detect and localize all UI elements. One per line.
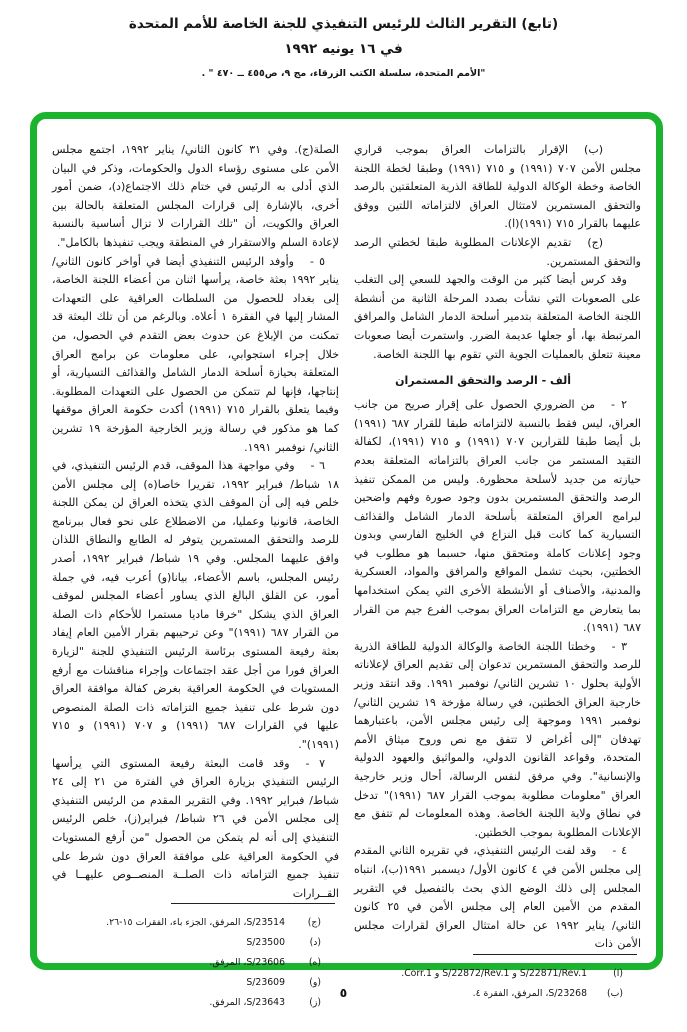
footnote-text: S/23268، المرفق، الفقرة ٤. bbox=[472, 987, 587, 999]
paragraph-text: وفي مواجهة هذا الموقف، قدم الرئيس التنفيذي، في ١٨ شباط/ فبراير ١٩٩٢، تقريرا خاصا(ه) إلى مجلس الأمن خلص فيه إلى أن الموقف الذي يتخذه العراق لن يمكن اللجنة الخاصة، قانونيا وعمليا، من الاضطلاع على نحو فعال ببرنامج للرصد والتحقق المستمرين يتوفر له الطابع والنطاق اللذان وافق عليهما المجلس. وفي ١٩ شباط/ فبراير ١٩٩٢، أصدر رئيس المجلس، باسم الأعضاء، بيانا(و) أعرب فيه، في جملة أمور، عن القلق البالغ الذي يساور أعضاء المجلس لموقف العراق الذي يشكل "خرقا ماديا مستمرا للأحكام ذات الصلة من القرار ٦٨٧ (١٩٩١)" وعن ترحيبهم بقرار الأمين العام إيفاد بعثة رفيعة المستوى برئاسة الرئيس التنفيذي للجنة "لزيارة العراق فورا من أجل عقد اجتماعات وإجراء مناقشات مع أرفع المستويات في الحكومة العراقية بغرض كفالة موافقة العراق دون شرط على تنفيذ جميع التزاماته ذات الصلة المنصوص عليها في القرارات ٦٨٧ (١٩٩١) و ٧٠٧ (١٩٩١) و ٧١٥ (١٩٩١)". bbox=[52, 459, 340, 751]
paragraph-marker: (ج) bbox=[587, 235, 603, 249]
paragraph-3 bbox=[354, 638, 641, 843]
report-date: في ١٦ يونيه ١٩٩٢ bbox=[284, 41, 403, 57]
footnote-row bbox=[52, 933, 339, 953]
footnote-row bbox=[52, 913, 339, 933]
footnote-text: S/23500 bbox=[246, 937, 285, 949]
footnote-label: (د) bbox=[309, 937, 321, 949]
paragraph-6 bbox=[52, 457, 339, 755]
footnote-row bbox=[52, 953, 339, 973]
paragraph-text: تقديم الإعلانات المطلوبة طبقا لخطتي الرصد والتحقق المستمرين. bbox=[354, 235, 641, 268]
footnote-label: (ا) bbox=[613, 967, 623, 979]
footnote-text: S/23514، المرفق، الجزء باء، الفقرات ١٥-٢٦. bbox=[106, 917, 285, 929]
paragraph-marker: ٤ - bbox=[612, 844, 627, 858]
document-header bbox=[0, 16, 687, 79]
paragraph-item-b bbox=[354, 141, 641, 234]
footnote-text: S/23643، المرفق. bbox=[209, 997, 285, 1009]
report-title: (تابع) التقرير الثالث للرئيس التنفيذي للجنة الخاصة للأمم المتحدة bbox=[128, 16, 559, 32]
section-heading-alef: ألف - الرصد والتحقق المستمران bbox=[395, 374, 571, 388]
paragraph-item-c bbox=[354, 234, 641, 271]
footnote-label: (ه) bbox=[308, 957, 321, 969]
paragraph-text: وخطتا اللجنة الخاصة والوكالة الدولية للطاقة الذرية للرصد والتحقق المستمرين تدعوان إلى تقديم العراق لإعلاناته الأولية بحلول ١٠ تشرين الثاني/ نوفمبر ١٩٩١. وقد انتقد وزير خارجية العراق الخطتين، في رسالة مؤرخة ١٩ تشرين الثاني/ نوفمبر ١٩٩١ وموجهة إلى رئيس مجلس الأمن، باعتبارهما تهدفان "إلى أغراض لا تتفق مع نص وروح ميثاق الأمم المتحدة، وقواعد القانون الدولي، والمواثيق والعهود الدولية والإنسانية". وفي مرفق لنفس الرسالة، أحال وزير خارجية العراق "معلومات مطلوبة بموجب القرار ٦٨٧ (١٩٩١)" تدخل في نطاق ولاية اللجنة الخاصة. وهذه المعلومات لم تتفق مع الإعلانات المطلوبة بموجب الخطتين. bbox=[354, 639, 641, 839]
paragraph-marker: ٧ - bbox=[305, 756, 326, 770]
paragraph-text: وقد كرس أيضا كثير من الوقت والجهد للسعي إلى التغلب على الصعوبات التي نشأت بصدد المرحلة الثانية من أنشطة اللجنة الخاصة المتعلقة بتدمير أسلحة الدمار الشامل والمرافق المرتبطة بها، أو جعلها عديمة الضرر. واستمرت أيضا صعوبات معينة تتعلق بالعمليات الجوية التي تقوم بها اللجنة الخاصة. bbox=[354, 273, 641, 361]
paragraph-marker: ٦ - bbox=[310, 459, 326, 473]
paragraph-text: الصلة(ج). وفي ٣١ كانون الثاني/ يناير ١٩٩٢، اجتمع مجلس الأمن على مستوى رؤساء الدول والحكومات، وذكر في البيان الذي أدلى به الرئيس في ختام ذلك الاجتماع(د)، ضمن أمور أخرى، بالإشارة إلى قرارات المجلس المتعلقة بالحالة بين العراق والكويت، أن "تلك القرارات لا تزال أساسية بالنسبة لإعادة السلم والاستقرار في المنطقة ويجب تنفيذها بالكامل". bbox=[52, 143, 339, 249]
paragraph-text: من الضروري الحصول على إقرار صريح من جانب العراق، ليس فقط بالنسبة لالتزاماته طبقا للقرار ٦٨٧ (١٩٩١) بل أيضا طبقا للقرارين ٧٠٧ (١٩٩١) و ٧١٥ (١٩٩١)، لكفالة التقيد المستمر من جانب العراق بالتزاماته المتعلقة بعدم حيازته من جديد لأسلحة محظورة. وليس من الممكن تنفيذ الرصد والتحقق المستمرين بدون وجود صورة وفهم واضحين لبرامج العراق المتعلقة بأسلحة الدمار الشامل والقذائف التسيارية كما كانت قبل النزاع في الخليج الفارسي وبدون وجود إعلانات كاملة ومتحقق منها، حسبما هو مطلوب في الخطتين، بحيث تشمل المواقع والمرافق والمواد، العسكرية والمدنية، والأصناف أو الأنشطة الأخرى التي يمكن استخدامها بما يتعارض مع التزامات العراق بموجب الفرع جيم من القرار ٦٨٧ (١٩٩١). bbox=[354, 398, 641, 635]
paragraph-2 bbox=[354, 396, 641, 638]
paragraph-marker: ٢ - bbox=[610, 398, 627, 412]
content-border-box bbox=[30, 112, 663, 1009]
footnote-text: S/23609 bbox=[246, 977, 285, 989]
paragraph-text: وقد لفت الرئيس التنفيذي، في تقريره الثاني المقدم إلى مجلس الأمن في ٤ كانون الأول/ ديسمبر ١٩٩١(ب)، انتباه المجلس إلى ذلك الوضع الذي بحث بالتفصيل في التقرير المقدم من الأمين العام إلى مجلس الأمن في ٢٥ كانون الثاني/ يناير ١٩٩٢ عن حالة امتثال العراق لقرارات مجلس الأمن ذات bbox=[354, 844, 641, 951]
paragraph-text: وقد قامت البعثة رفيعة المستوى التي يرأسها الرئيس التنفيذي بزيارة العراق في الفترة من ٢١ إلى ٢٤ شباط/ فبراير ١٩٩٢. وفي التقرير المقدم من الرئيس التنفيذي إلى مجلس الأمن في ٢٦ شباط/ فبراير(ز)، خلص الرئيس التنفيذي إلى أنه لم يتمكن من الحصول "من أرفع المستويات في الحكومة العراقية على موافقة العراق دون شرط على تنفيذ جميع التزاماته ذات الصلــة المنصــوص عليهــا في القــرارات bbox=[52, 756, 340, 900]
paragraph-text: وأوفد الرئيس التنفيذي أيضا في أواخر كانون الثاني/ يناير ١٩٩٢ بعثة خاصة، يرأسها اثنان من أعضاء اللجنة الخاصة، إلى بغداد للحصول من السلطات العراقية على التعهدات المشار إليها في الفقرة ١ أعلاه. وبالرغم من أن تلك البعثة قد تمكنت من الإبلاغ عن حدوث بعض التقدم في الحصول، من خلال إجراء استجوابي، على معلومات عن برامج العراق المتعلقة بحيازة أسلحة الدمار الشامل والقذائف التسيارية، أو إنتاجها، فإنها لم تتمكن من الحصول على التعهدات المطلوبة. وفيما يتعلق بالقرار ٧١٥ (١٩٩١) أكدت حكومة العراق موقفها كما هو مذكور في رسالة وزير الخارجية المؤرخة ١٩ تشرين الثاني/ نوفمبر ١٩٩١. bbox=[52, 254, 339, 454]
paragraph-7 bbox=[52, 755, 339, 904]
footnote-label: (ب) bbox=[606, 987, 623, 999]
footnote-row bbox=[354, 964, 641, 984]
paragraph-4 bbox=[354, 842, 641, 954]
footnote-text: S/23606، المرفق. bbox=[209, 957, 285, 969]
footnote-label: (ج) bbox=[307, 917, 321, 929]
footnote-text: S/22871/Rev.1 و S/22872/Rev.1 و Corr.1. bbox=[401, 967, 587, 979]
column-right bbox=[354, 141, 642, 999]
paragraph-continuation bbox=[52, 141, 339, 253]
paragraph-marker: ٣ - bbox=[611, 639, 628, 653]
paragraph-marker: ٥ - bbox=[309, 254, 325, 268]
footnote-label: (و) bbox=[309, 977, 321, 989]
footnote-label: (ز) bbox=[309, 997, 321, 1009]
source-citation: "الأمم المتحدة، سلسلة الكتب الزرقاء، مج ٩، ص٤٥٥ ــ ٤٧٠ " . bbox=[201, 68, 486, 79]
paragraph-text: الإقرار بالتزامات العراق بموجب قراري مجلس الأمن ٧٠٧ (١٩٩١) و ٧١٥ (١٩٩١) وطبقا لخطة اللجنة الخاصة وخطة الوكالة الدولية للطاقة الذرية المتعلقتين بالرصد والتحقق المستمرين لامتثال العراق لالتزاماته اللتين ووفق عليهما بالقرار ٧١٥ (١٩٩١)(ا). bbox=[354, 143, 642, 231]
page-number: ٥ bbox=[339, 985, 348, 1000]
footnote-separator bbox=[171, 903, 335, 904]
paragraph-marker: (ب) bbox=[584, 143, 603, 156]
column-left bbox=[52, 141, 340, 1009]
paragraph-intro bbox=[354, 271, 641, 364]
paragraph-5 bbox=[52, 253, 339, 458]
footnote-separator bbox=[473, 954, 637, 955]
